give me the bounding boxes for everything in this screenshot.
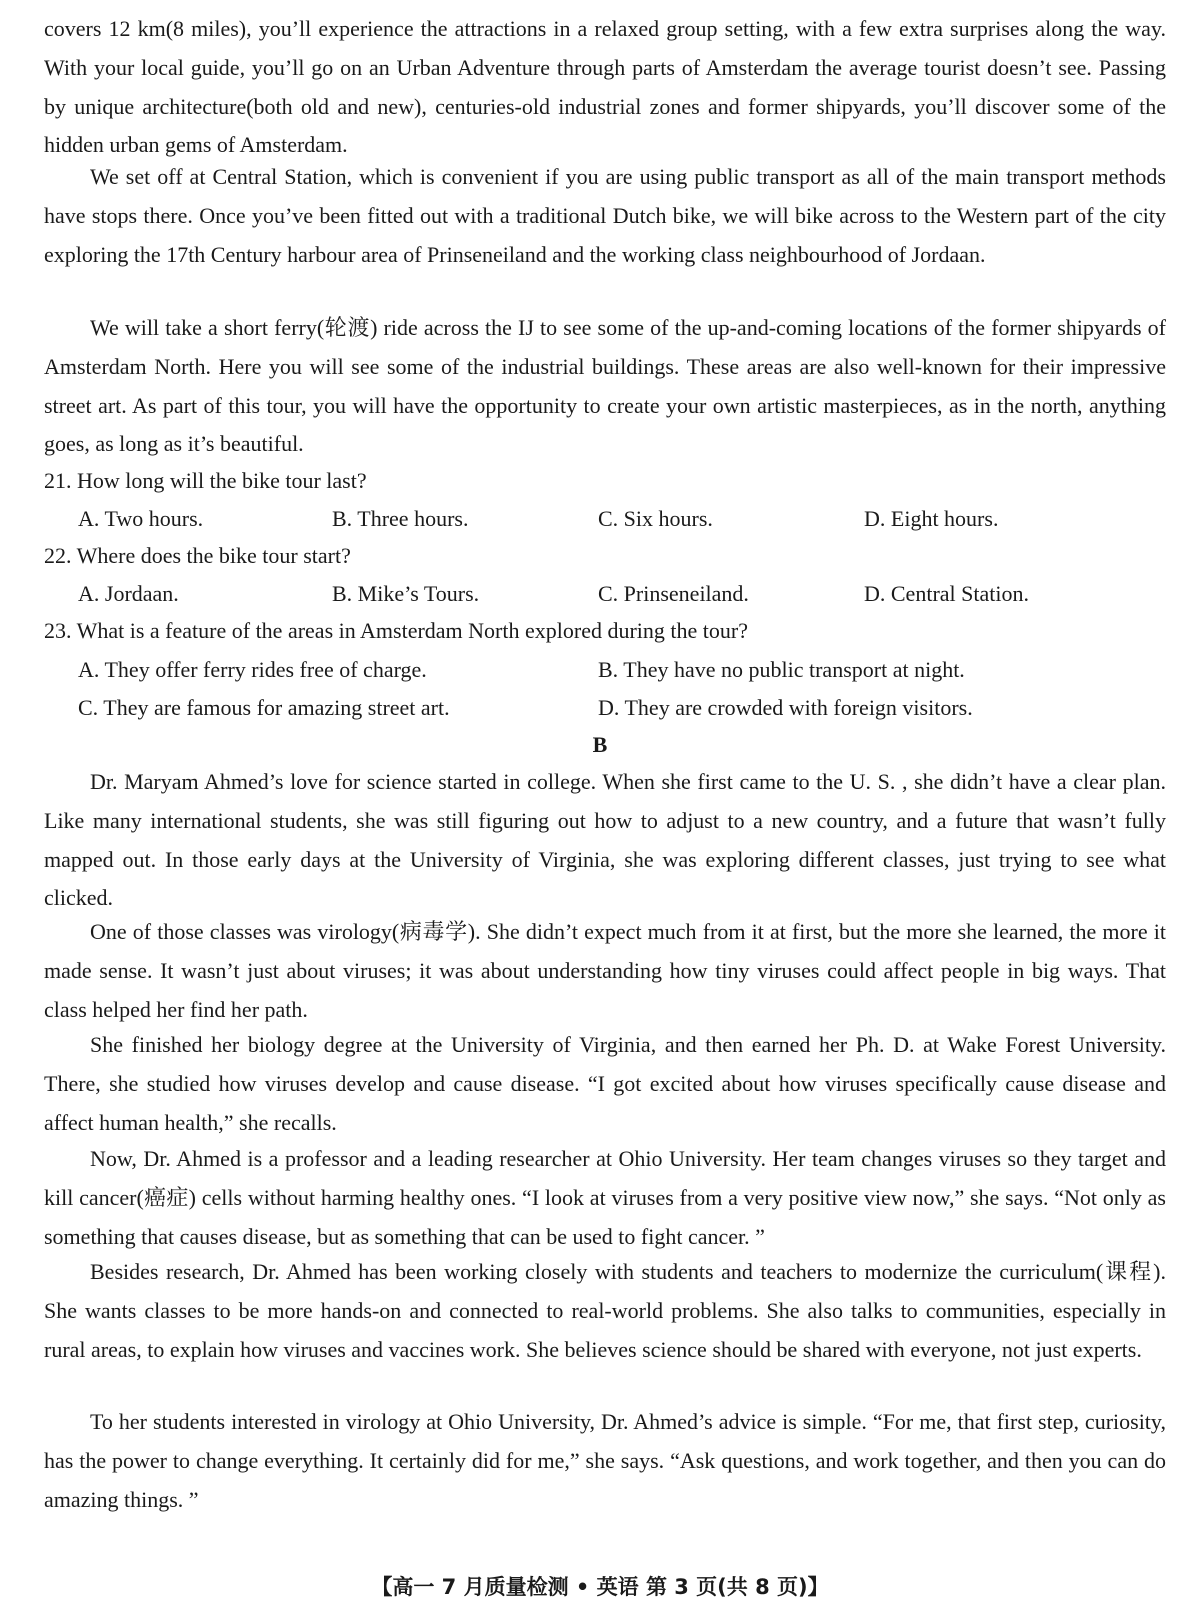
question-23-option-d: D. They are crowded with foreign visitors. xyxy=(598,695,973,720)
passage-a-paragraph-3: We will take a short ferry(轮渡) ride across the IJ to see some of the up-and-coming locations of the former shipyards of Amsterdam North. Here you will see some of the industrial buildings. These areas are also well-known for their impressive street art. As part of this tour, you will have the opportunity to create your own artistic masterpieces, as in the north, anything goes, as long as it’s beautiful. xyxy=(44,315,1166,457)
page-footer: 【高一 7 月质量检测 • 英语 第 3 页(共 8 页)】 xyxy=(371,1575,829,1599)
question-23-option-a: A. They offer ferry rides free of charge. xyxy=(78,657,427,682)
question-21-option-d: D. Eight hours. xyxy=(864,506,999,531)
question-23-stem: 23. What is a feature of the areas in Amsterdam North explored during the tour? xyxy=(44,618,748,643)
passage-a-paragraph-2: We set off at Central Station, which is convenient if you are using public transport as all of the main transport methods have stops there. Once you’ve been fitted out with a traditional Dutch bike, we will bike across to the Western part of the city exploring the 17th Century harbour area of Prinseneiland and the working class neighbourhood of Jordaan. xyxy=(44,164,1166,267)
question-22-option-a: A. Jordaan. xyxy=(78,581,179,606)
question-21-stem: 21. How long will the bike tour last? xyxy=(44,468,367,493)
section-heading-b: B xyxy=(592,732,608,757)
question-23-option-b: B. They have no public transport at night. xyxy=(598,657,965,682)
question-21-option-c: C. Six hours. xyxy=(598,506,713,531)
question-22-option-d: D. Central Station. xyxy=(864,581,1029,606)
question-22-stem: 22. Where does the bike tour start? xyxy=(44,543,351,568)
passage-b-paragraph-5: Besides research, Dr. Ahmed has been working closely with students and teachers to modernize the curriculum(课程). She wants classes to be more hands-on and connected to real-world problems. She also talks to communities, especially in rural areas, to explain how viruses and vaccines work. She believes science should be shared with everyone, not just experts. xyxy=(44,1259,1166,1362)
passage-a-paragraph-1: covers 12 km(8 miles), you’ll experience the attractions in a relaxed group setting, with a few extra surprises along the way. With your local guide, you’ll go on an Urban Adventure through parts of Amsterdam the average tourist doesn’t see. Passing by unique architecture(both old and new), centuries-old industrial zones and former shipyards, you’ll discover some of the hidden urban gems of Amsterdam. xyxy=(44,16,1166,158)
question-21-option-b: B. Three hours. xyxy=(332,506,469,531)
question-22-option-b: B. Mike’s Tours. xyxy=(332,581,480,606)
passage-b-paragraph-4: Now, Dr. Ahmed is a professor and a leading researcher at Ohio University. Her team changes viruses so they target and kill cancer(癌症) cells without harming healthy ones. “I look at viruses from a very positive view now,” she says. “Not only as something that causes disease, but as something that can be used to fight cancer. ” xyxy=(44,1146,1166,1249)
question-22-option-c: C. Prinseneiland. xyxy=(598,581,749,606)
passage-b-paragraph-3: She finished her biology degree at the University of Virginia, and then earned her Ph. D. at Wake Forest University. There, she studied how viruses develop and cause disease. “I got excited about how viruses specifically cause disease and affect human health,” she recalls. xyxy=(44,1032,1166,1135)
question-21-option-a: A. Two hours. xyxy=(78,506,204,531)
passage-b-paragraph-6: To her students interested in virology at Ohio University, Dr. Ahmed’s advice is simple. “For me, that first step, curiosity, has the power to change everything. It certainly did for me,” she says. “Ask questions, and work together, and then you can do amazing things. ” xyxy=(44,1409,1166,1512)
passage-b-paragraph-2: One of those classes was virology(病毒学). She didn’t expect much from it at first, but the more she learned, the more it made sense. It wasn’t just about viruses; it was about understanding how tiny viruses could affect people in big ways. That class helped her find her path. xyxy=(44,919,1166,1022)
question-23-option-c: C. They are famous for amazing street art. xyxy=(78,695,450,720)
passage-b-paragraph-1: Dr. Maryam Ahmed’s love for science started in college. When she first came to the U. S. , she didn’t have a clear plan. Like many international students, she was still figuring out how to adjust to a new country, and a future that wasn’t fully mapped out. In those early days at the University of Virginia, she was exploring different classes, just trying to see what clicked. xyxy=(44,769,1166,911)
